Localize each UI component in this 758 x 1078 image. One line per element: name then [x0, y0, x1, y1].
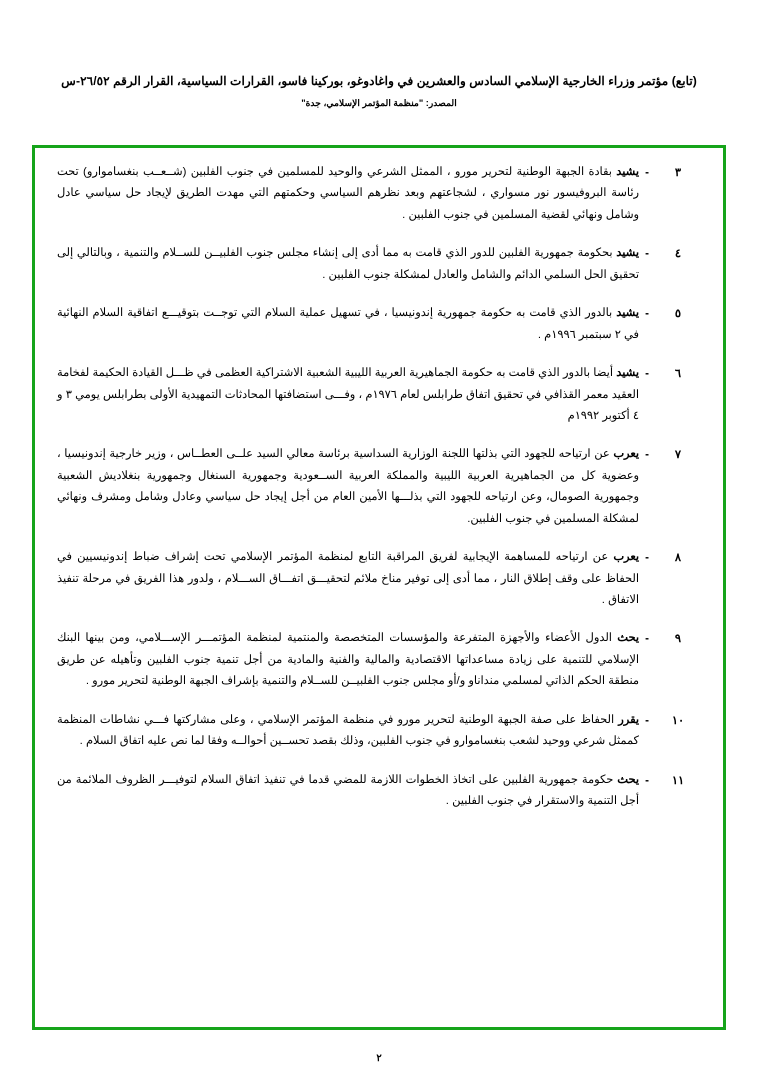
list-item — [49, 444, 701, 530]
page-number: ٢ — [376, 1053, 382, 1064]
clause-verb: يعرب — [613, 551, 639, 564]
clause-dash: - — [645, 552, 649, 565]
clause-text — [49, 628, 639, 692]
clause-content: الدول الأعضاء والأجهزة المتفرعة والمؤسسات المتخصصة والمنتمية لمنظمة المؤتمـــر الإســـلامي، ومن بينها البنك الإسلامي للتنمية على زيادة مساعداتها الاقتصادية والمالية والفنية والمادية من أجل تنمية جنوب الفلبين وتأهيله عن طريق منطقة الحكم الذاتي لمسلمي منداناو و/أو مجلس جنوب الفلبيــن للســلام والتنمية بإشراف الجبهة الوطنية لتحرير مورو . — [57, 632, 639, 688]
clause-dash: - — [645, 714, 649, 727]
clause-text — [49, 547, 639, 611]
clause-content: بحكومة جمهورية الفلبين للدور الذي قامت به مما أدى إلى إنشاء مجلس جنوب الفلبيــن للســلام والتنمية ، وبالتالي إلى تحقيق الحل السلمي الدائم والشامل والعادل لمشكلة جنوب الفلبين . — [57, 247, 639, 281]
list-item — [49, 162, 701, 226]
list-item — [49, 710, 701, 753]
clause-verb: يشيد — [616, 367, 639, 380]
clause-verb: يقرر — [618, 713, 639, 726]
page-title: (تابع) مؤتمر وزراء الخارجية الإسلامي السادس والعشرين في واغادوغو، بوركينا فاسو، القرارات السياسية، القرار الرقم ٢٦/٥٢-س — [61, 74, 697, 88]
clause-dash: - — [645, 308, 649, 321]
clause-content: عن ارتياحه للجهود التي بذلتها اللجنة الوزارية السداسية برئاسة معالي السيد علــى العطــاس ، وزير خارجية إندونيسيا ، وعضوية كل من الجماهيرية العربية الليبية والمملكة العربية الســعودية وجمهورية السنغال وجمهورية بنغلاديش الشعبية وجمهورية الصومال، وعن ارتياحه للجهود التي بذلـــها الأمين العام من أجل إيجاد حل سياسي وعادل وشامل ومشرف ونهائي لمشكلة المسلمين في جنوب الفلبين. — [57, 448, 639, 525]
clause-verb: يحث — [617, 773, 639, 786]
clause-content: الحفاظ على صفة الجبهة الوطنية لتحرير مورو في منظمة المؤتمر الإسلامي ، وعلى مشاركتها فـــي نشاطات المنظمة كممثل شرعي ووحيد لشعب بنغساموارو في جنوب الفلبين، وذلك بقصد تحســين أحوالــه وفقا لما نص عليه اتفاق السلام . — [57, 713, 639, 748]
clause-dash: - — [645, 774, 649, 787]
clause-content: عن ارتياحه للمساهمة الإيجابية لفريق المراقبة التابع لمنظمة المؤتمر الإسلامي تحت إشراف ضباط إندونيسيين في الحفاظ على وقف إطلاق النار ، مما أدى إلى توفير مناخ ملائم لتحقيـــق اتفـــاق الســـلام ، ولدور هذا الفريق في مرحلة تنفيذ الاتفاق . — [57, 551, 639, 606]
clause-text — [49, 303, 639, 346]
clause-verb: يشيد — [616, 247, 639, 260]
content-frame — [32, 145, 726, 1030]
clause-number: ٧ — [674, 449, 682, 462]
clause-dash: - — [645, 368, 649, 381]
clause-dash: - — [645, 449, 649, 462]
clause-number: ١٠ — [671, 714, 685, 727]
clause-text — [49, 770, 639, 813]
clause-content: بالدور الذي قامت به حكومة جمهورية إندونيسيا ، في تسهيل عملية السلام التي توجــت بتوقيـــع اتفاقية السلام النهائية في ٢ سبتمبر ١٩٩٦م . — [57, 307, 639, 341]
clause-number: ٦ — [674, 368, 682, 381]
document-header — [0, 0, 758, 109]
clause-list — [35, 148, 723, 840]
clause-text — [49, 710, 639, 753]
list-item — [49, 628, 701, 692]
clause-dash: - — [645, 248, 649, 261]
clause-text — [49, 444, 639, 530]
clause-number: ٥ — [674, 308, 682, 321]
clause-verb: يشيد — [616, 307, 639, 320]
clause-content: حكومة جمهورية الفلبين على اتخاذ الخطوات اللازمة للمضي قدما في تنفيذ اتفاق السلام لتوفيـــر الظروف الملائمة من أجل التنمية والاستقرار في جنوب الفلبين . — [57, 773, 639, 808]
list-item — [49, 547, 701, 611]
list-item — [49, 363, 701, 427]
clause-number: ٨ — [674, 552, 682, 565]
clause-number: ٤ — [674, 248, 682, 261]
clause-number: ١١ — [671, 774, 685, 787]
clause-content: بقادة الجبهة الوطنية لتحرير مورو ، الممثل الشرعي والوحيد للمسلمين في جنوب الفلبين (شــعــب بنغساموارو) تحت رئاسة البروفيسور نور مسواري ، لشجاعتهم وبعد نظرهم السياسي وحكمتهم التي مهدت الطريق لإيجاد حل سياسي عادل وشامل ونهائي لقضية المسلمين في جنوب الفلبين . — [57, 166, 639, 221]
clause-number: ٩ — [674, 633, 682, 646]
clause-number: ٣ — [674, 167, 682, 179]
clause-text — [49, 162, 639, 226]
list-item — [49, 243, 701, 286]
clause-dash: - — [645, 633, 649, 646]
clause-content: أيضا بالدور الذي قامت به حكومة الجماهيرية العربية الليبية الشعبية الاشتراكية العظمى في ظـــل القيادة الحكيمة لفخامة العقيد معمر القذافي في تحقيق اتفاق طرابلس لعام ١٩٧٦م ، وفـــى استضافتها المحادثات التمهيدية الأولى بطرابلس يومي ٣ و ٤ أكتوبر ١٩٩٢م — [57, 367, 640, 422]
clause-text — [49, 363, 639, 427]
clause-verb: يحث — [617, 632, 639, 645]
clause-verb: يشيد — [616, 166, 639, 178]
list-item — [49, 303, 701, 346]
clause-dash: - — [645, 167, 649, 179]
clause-verb: يعرب — [613, 448, 639, 461]
list-item — [49, 770, 701, 813]
source-line: المصدر: "منظمة المؤتمر الإسلامي، جدة" — [301, 98, 457, 109]
clause-text — [49, 243, 639, 286]
